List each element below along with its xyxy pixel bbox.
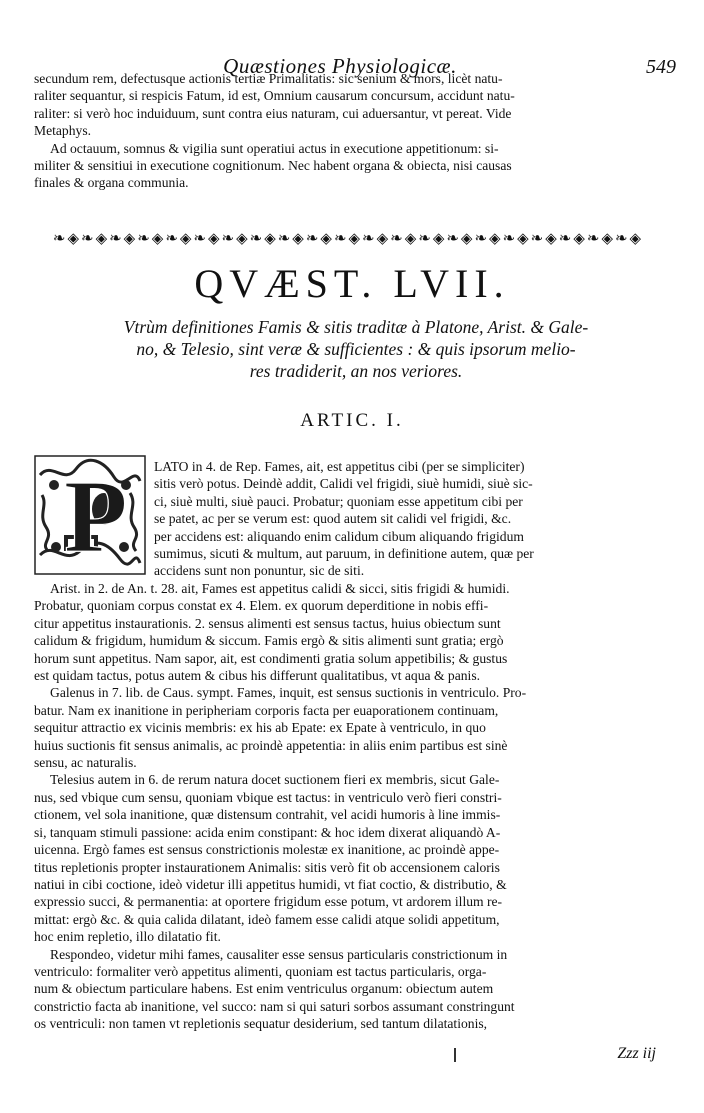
text-line: est quidam tactus, potus autem & cibus his differunt qualitatibus, vt aqua & panis. [34, 668, 481, 684]
intro-paragraph [34, 70, 668, 192]
text-line: sequitur attractio ex vicinis membris: ex his ab Epate: ex Epate à ventriculo, in quo [34, 720, 486, 736]
footer [0, 1045, 704, 1067]
opening-paragraph [154, 458, 668, 580]
text-line: raliter: si verò hoc induiduum, sunt contra eius naturam, cui aduersantur, vt pereat. Vide [34, 105, 512, 121]
text-line: horum sunt appetitus. Nam sapor, ait, est condimenti gratia solum appetibilis; & gustus [34, 650, 508, 666]
text-line: sitis verò potus. Deindè addit, Calidi vel frigidi, siuè humidi, siuè sic- [154, 476, 533, 492]
text-line: expressio succi, & permanentia: at oportere frigidum esse potum, vt ardorem illum re- [34, 894, 503, 910]
text-line: uicenna. Ergò fames est sensus constrictionis molestæ ex inanitione, ac proindè appe- [34, 842, 500, 858]
text-line: si, tanquam stimuli passione: acida enim constipant: & hoc idem dixerat aliquandò A- [34, 824, 501, 840]
text-line: Probatur, quoniam corpus constat ex 4. Elem. ex quorum deperditione in nobis effi- [34, 598, 489, 614]
running-title: Quæstiones Physiologicæ. [223, 54, 457, 78]
text-line: natiui in cibi coctione, ideò videtur illi appetitus humidi, vt fiat coctio, & distributio, & [34, 876, 507, 892]
text-line: Telesius autem in 6. de rerum natura docet suctionem fieri ex membris, sicut Gale- [50, 772, 500, 788]
signature-mark: Zzz iij [617, 1045, 656, 1062]
catchword-mark [454, 1048, 456, 1062]
text-line: accidens sunt non ponuntur, sic de siti. [154, 563, 365, 579]
text-line: huius suctionis fit sensus animalis, ac proindè appetentia: in aliis enim partibus est sinè [34, 737, 508, 753]
text-line: raliter sequantur, si respicis Fatum, id est, Omnium causarum concursum, accidunt natu- [34, 88, 515, 104]
text-line: sensu, ac naturalis. [34, 755, 137, 771]
text-line: hoc enim repletio, illo dilatatio fit. [34, 929, 221, 945]
text-line: Respondeo, videtur mihi fames, causaliter esse sensus particularis constrictionum in [50, 946, 508, 962]
text-line: se patet, ac per se verum est: quod autem sit calidi vel frigidi, &c. [154, 511, 512, 527]
ornamental-divider: ❧◈❧◈❧◈❧◈❧◈❧◈❧◈❧◈❧◈❧◈❧◈❧◈❧◈❧◈❧◈❧◈❧◈❧◈❧◈❧◈❧◈ [52, 229, 644, 247]
text-line: militer & sensitiui in executione cognitionum. Nec habent organa & obiecta, nisi causas [34, 158, 512, 174]
text-line: os ventriculi: non tamen vt repletionis sequatur desiderium, sed tantum dilatationis, [34, 1016, 488, 1032]
article-title: ARTIC. I. [300, 410, 404, 431]
text-line: finales & organa communia. [34, 175, 189, 191]
text-line: nus, sed vbique cum sensu, quoniam vbique est tactus: in ventriculo verò fieri constri- [34, 789, 502, 805]
page-number: 549 [646, 56, 676, 78]
text-line: titus repletionis propter instaurationem Animalis: sitis verò fit ob accensionem caloris [34, 859, 500, 875]
question-line: Vtrùm definitiones Famis & sitis traditæ à Platone, Arist. & Gale- [123, 317, 589, 337]
text-line: ci, siuè multi, siuè pauci. Probatur; quoniam esse appetitum cibi per [154, 493, 523, 509]
decorated-initial [34, 455, 146, 575]
text-line: Metaphys. [34, 123, 92, 139]
text-line: Arist. in 2. de An. t. 28. ait, Fames est appetitus calidi & sicci, sitis frigidi & humidi. [50, 581, 510, 596]
text-line: Ad octauum, somnus & vigilia sunt operatiui actus in executione appetitionum: si- [50, 140, 499, 156]
section-title: QVÆST. LVII. [194, 261, 510, 306]
text-line: batur. Nam ex inanitione in peripheriam corporis facta per euaporationem continuam, [34, 702, 499, 718]
question-line: res tradiderit, an nos veriores. [249, 361, 463, 381]
text-line: constrictio facta ab inanitione, vel succo: nam si qui saturi sorbos assumant constringunt [34, 998, 515, 1014]
question-heading [66, 316, 646, 382]
main-body [34, 580, 668, 1033]
text-line: LATO in 4. de Rep. Fames, ait, est appetitus cibi (per se simpliciter) [154, 459, 525, 474]
text-line: Galenus in 7. lib. de Caus. sympt. Fames, inquit, est sensus suctionis in ventriculo. Pro- [50, 685, 527, 701]
text-line: citur appetitus instaurationis. 2. sensus alimenti est sensus tactus, huius obiectum sunt [34, 615, 501, 631]
text-line: per accidens est: aliquando enim calidum cibum aliquando frigidum [154, 528, 524, 544]
text-line: ventriculo: formaliter verò appetitus alimenti, quoniam est tactus particularis, orga- [34, 963, 487, 979]
text-line: secundum rem, defectusque actionis tertiæ Primalitatis: sic senium & mors, licèt natu- [34, 71, 503, 86]
text-line: mittat: ergò &c. & quia calida dilatant, ideò famem esse calidi atque solidi appetitum, [34, 911, 500, 927]
question-line: no, & Telesio, sint veræ & sufficientes : & quis ipsorum melio- [136, 339, 576, 359]
text-line: sumimus, sicuti & multum, aut paruum, in definitione autem, quæ per [154, 546, 534, 562]
dropcap-letter: P [64, 459, 128, 574]
text-line: calidum & frigidum, humidum & siccum. Famis ergò & sitis alimenti sunt gratia; ergò [34, 633, 504, 649]
text-line: ctionem, vel sola inanitione, quæ distensum contrahit, vel acidi humoris à line immis- [34, 807, 501, 823]
text-line: num & obiectum particulare habens. Est enim ventriculus organum: obiectum autem [34, 981, 494, 997]
